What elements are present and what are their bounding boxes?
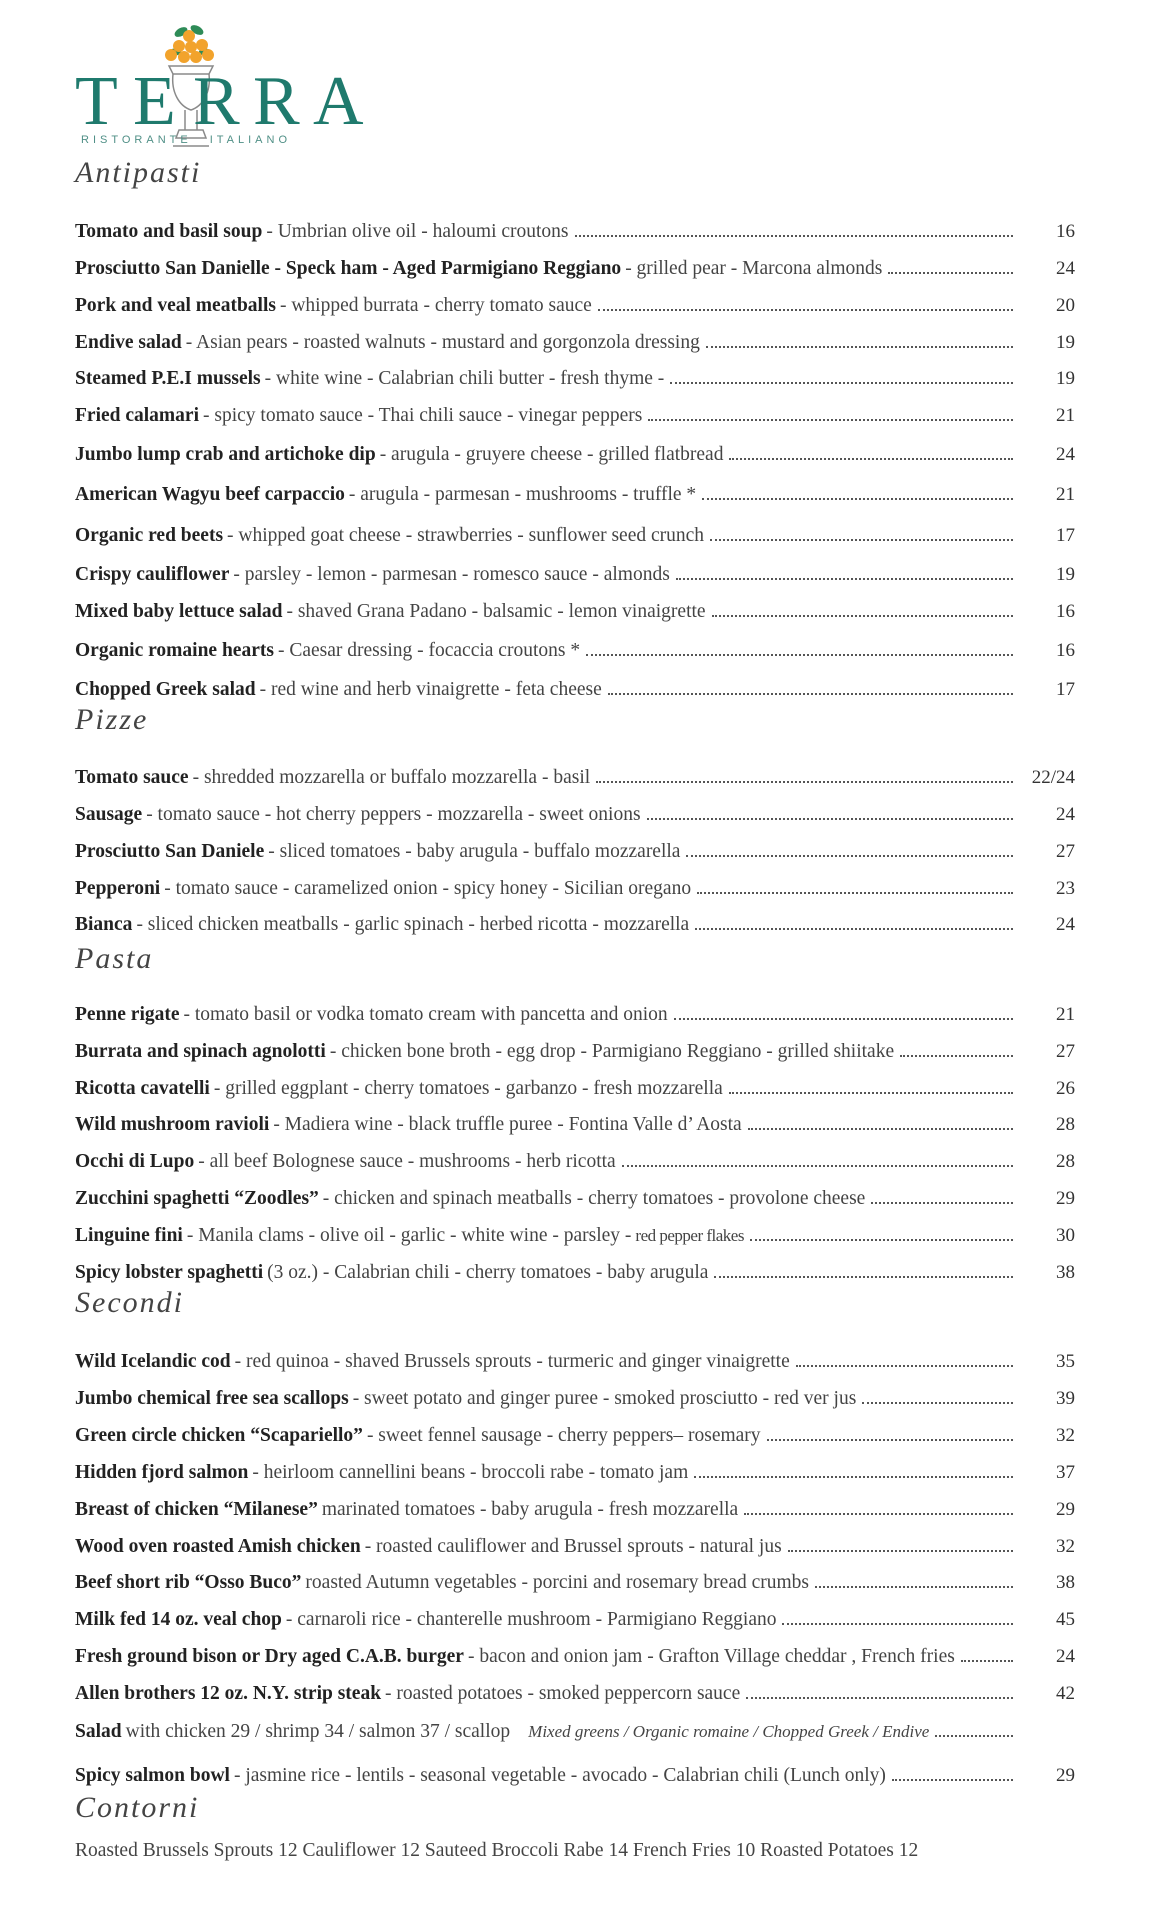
menu-item-row [75, 1000, 1075, 1030]
menu-item-name: Endive salad [75, 332, 182, 353]
menu-item-name: Occhi di Lupo [75, 1151, 195, 1172]
menu-item-description: - spicy tomato sauce - Thai chili sauce - vinegar peppers [203, 405, 643, 426]
menu-item-name: Organic romaine hearts [75, 640, 274, 661]
menu-item-name: Fresh ground bison or Dry aged C.A.B. burger [75, 1646, 464, 1667]
menu-item-description: - all beef Bolognese sauce - mushrooms - herb ricotta [198, 1151, 616, 1172]
menu-item-name: Beef short rib “Osso Buco” [75, 1572, 302, 1593]
menu-item-name: Fried calamari [75, 405, 199, 426]
dotted-leader [710, 539, 1013, 541]
menu-item-row [75, 364, 1075, 394]
menu-item-price: 23 [1056, 878, 1075, 899]
menu-item-line [75, 1151, 1021, 1173]
menu-item-price: 42 [1056, 1683, 1075, 1704]
menu-item-description: - chicken bone broth - egg drop - Parmigiano Reggiano - grilled shiitake [329, 1041, 895, 1062]
menu-item-price: 45 [1056, 1609, 1075, 1630]
menu-item-price: 29 [1056, 1188, 1075, 1209]
dotted-leader [900, 1055, 1013, 1057]
dotted-leader [729, 458, 1013, 460]
menu-item-line [75, 564, 1021, 586]
menu-item-line [75, 1462, 1021, 1484]
dotted-leader [575, 235, 1013, 237]
dotted-leader [729, 1092, 1013, 1094]
menu-item-row [75, 1110, 1075, 1140]
menu-item-row [75, 521, 1075, 551]
dotted-leader [694, 1476, 1013, 1478]
menu-item-row [75, 675, 1075, 705]
menu-item-line [75, 804, 1021, 826]
menu-item-name: Prosciutto San Danielle - Speck ham - Aged Parmigiano Reggiano [75, 258, 622, 279]
menu-item-price: 38 [1056, 1572, 1075, 1593]
logo-sub-right: ITALIANO [209, 134, 292, 146]
menu-item-description: - shaved Grana Padano - balsamic - lemon vinaigrette [286, 601, 706, 622]
dotted-leader [676, 578, 1013, 580]
dotted-leader [788, 1550, 1013, 1552]
menu-item-price: 24 [1056, 914, 1075, 935]
menu-item-name: Jumbo lump crab and artichoke dip [75, 444, 376, 465]
menu-item-price: 35 [1056, 1351, 1075, 1372]
dotted-leader [647, 818, 1013, 820]
menu-item-price: 29 [1056, 1765, 1075, 1786]
menu-item-row [75, 636, 1075, 666]
menu-item-description: (3 oz.) - Calabrian chili - cherry tomatoes - baby arugula [267, 1262, 709, 1283]
menu-item-line [75, 1683, 1021, 1705]
menu-item-price: 24 [1056, 258, 1075, 279]
menu-item-line [75, 295, 1021, 317]
dotted-leader [706, 346, 1013, 348]
menu-item-row [75, 1568, 1075, 1598]
menu-item-row [75, 910, 1075, 940]
menu-item-row [75, 254, 1075, 284]
menu-item-row [75, 401, 1075, 431]
dotted-leader [815, 1586, 1013, 1588]
menu-item-price: 27 [1056, 1041, 1075, 1062]
menu-item-line [75, 405, 1021, 427]
menu-item-line [75, 1388, 1021, 1410]
terra-logo [75, 22, 375, 162]
contorni-list: Roasted Brussels Sprouts 12 Cauliflower 12 Sauteed Broccoli Rabe 14 French Fries 10 Roasted Potatoes 12 [75, 1840, 919, 1861]
menu-item-name: Wild mushroom ravioli [75, 1114, 270, 1135]
menu-item-description: - Manila clams - olive oil - garlic - white wine - parsley - [186, 1225, 632, 1246]
menu-item-price: 21 [1056, 1004, 1075, 1025]
menu-item-description: - red wine and herb vinaigrette - feta cheese [259, 679, 602, 700]
menu-item-row [75, 874, 1075, 904]
dotted-leader [892, 1779, 1013, 1781]
menu-item-line [75, 1041, 1021, 1063]
menu-item-price: 17 [1056, 679, 1075, 700]
menu-item-price: 20 [1056, 295, 1075, 316]
menu-item-price: 19 [1056, 564, 1075, 585]
menu-item-price: 16 [1056, 640, 1075, 661]
menu-item-name: Tomato and basil soup [75, 221, 263, 242]
menu-item-row [75, 1761, 1075, 1791]
menu-item-line [75, 1572, 1021, 1594]
menu-item-description: marinated tomatoes - baby arugula - fresh mozzarella [321, 1499, 739, 1520]
menu-item-name: Tomato sauce [75, 767, 189, 788]
menu-item-name: Wild Icelandic cod [75, 1351, 231, 1372]
menu-item-description: - sweet potato and ginger puree - smoked prosciutto - red ver jus [352, 1388, 857, 1409]
dotted-leader [608, 693, 1013, 695]
menu-item-description: - sliced chicken meatballs - garlic spinach - herbed ricotta - mozzarella [136, 914, 690, 935]
menu-item-price: 22/24 [1031, 767, 1075, 788]
menu-item-name: Prosciutto San Daniele [75, 841, 265, 862]
menu-item-name: Jumbo chemical free sea scallops [75, 1388, 349, 1409]
menu-item-description: - Caesar dressing - focaccia croutons * [277, 640, 581, 661]
menu-item-name: Allen brothers 12 oz. N.Y. strip steak [75, 1683, 382, 1704]
menu-item-name: Zucchini spaghetti “Zoodles” [75, 1188, 319, 1209]
menu-item-price: 26 [1056, 1078, 1075, 1099]
dotted-leader [744, 1513, 1013, 1515]
menu-item-description: - grilled pear - Marcona almonds [625, 258, 883, 279]
menu-item-price: 21 [1056, 405, 1075, 426]
logo-subtitle [81, 134, 381, 146]
menu-item-description: - whipped goat cheese - strawberries - sunflower seed crunch [227, 525, 705, 546]
menu-item-price: 24 [1056, 1646, 1075, 1667]
menu-item-name: Chopped Greek salad [75, 679, 256, 700]
menu-item-description: - sliced tomatoes - baby arugula - buffalo mozzarella [268, 841, 681, 862]
menu-item-description: - grilled eggplant - cherry tomatoes - garbanzo - fresh mozzarella [213, 1078, 723, 1099]
menu-item-name: Hidden fjord salmon [75, 1462, 249, 1483]
menu-item-row [75, 328, 1075, 358]
menu-item-name: Bianca [75, 914, 133, 935]
menu-item-description: - arugula - gruyere cheese - grilled flatbread [379, 444, 724, 465]
dotted-leader [750, 1239, 1013, 1241]
menu-item-line [75, 1609, 1021, 1631]
menu-item-description: - shredded mozzarella or buffalo mozzarella - basil [192, 767, 591, 788]
menu-item-description: - carnaroli rice - chanterelle mushroom - Parmigiano Reggiano [285, 1609, 777, 1630]
menu-item-description: - sweet fennel sausage - cherry peppers– rosemary [366, 1425, 761, 1446]
menu-item-line [75, 1425, 1021, 1447]
menu-item-price: 16 [1056, 601, 1075, 622]
menu-item-name: Linguine fini [75, 1225, 183, 1246]
menu-item-row [75, 1642, 1075, 1672]
menu-item-line [75, 221, 1021, 243]
menu-item-row [75, 1717, 1075, 1747]
section-title-pasta: Pasta [75, 942, 154, 975]
menu-item-name: Green circle chicken “Scapariello” [75, 1425, 363, 1446]
menu-item-price: 32 [1056, 1425, 1075, 1446]
dotted-leader [598, 309, 1013, 311]
section-title-antipasti: Antipasti [75, 156, 202, 189]
menu-item-name: Organic red beets [75, 525, 224, 546]
menu-item-line [75, 1188, 1021, 1210]
menu-item-price: 16 [1056, 221, 1075, 242]
menu-item-row [75, 837, 1075, 867]
menu-item-price: 21 [1056, 484, 1075, 505]
menu-item-price: 30 [1056, 1225, 1075, 1246]
menu-item-line [75, 914, 1021, 936]
dotted-leader [622, 1165, 1013, 1167]
menu-item-price: 24 [1056, 444, 1075, 465]
dotted-leader [935, 1735, 1013, 1737]
menu-item-row [75, 291, 1075, 321]
menu-item-row [75, 800, 1075, 830]
menu-item-line [75, 878, 1021, 900]
menu-item-name: Pork and veal meatballs [75, 295, 276, 316]
menu-item-description: - Asian pears - roasted walnuts - mustard and gorgonzola dressing [185, 332, 700, 353]
menu-item-description: - Madiera wine - black truffle puree - Fontina Valle d’ Aosta [273, 1114, 742, 1135]
logo-letter: E [133, 63, 176, 140]
menu-item-line [75, 1351, 1021, 1373]
menu-item-line [75, 332, 1021, 354]
menu-item-name: Salad [75, 1721, 122, 1742]
menu-item-row [75, 1532, 1075, 1562]
menu-item-description: - jasmine rice - lentils - seasonal vegetable - avocado - Calabrian chili (Lunch only) [233, 1765, 886, 1786]
menu-item-line [75, 1536, 1021, 1558]
dotted-leader [648, 419, 1013, 421]
dotted-leader [674, 1018, 1013, 1020]
logo-letter: R [253, 63, 300, 140]
section-title-pizze: Pizze [75, 703, 149, 736]
logo-letter: T [75, 63, 118, 140]
menu-item-price: 32 [1056, 1536, 1075, 1557]
menu-item-line [75, 601, 1021, 623]
menu-item-description: - whipped burrata - cherry tomato sauce [279, 295, 592, 316]
dotted-leader [746, 1697, 1013, 1699]
menu-item-line [75, 640, 1021, 662]
menu-item-name: Pepperoni [75, 878, 161, 899]
menu-item-description: - Umbrian olive oil - haloumi croutons [266, 221, 569, 242]
menu-item-name: Sausage [75, 804, 143, 825]
menu-item-row [75, 1495, 1075, 1525]
menu-item-price: 27 [1056, 841, 1075, 862]
dotted-leader [767, 1439, 1013, 1441]
menu-item-name: Ricotta cavatelli [75, 1078, 210, 1099]
menu-item-description: - white wine - Calabrian chili butter - fresh thyme - [264, 368, 665, 389]
menu-item-row [75, 1458, 1075, 1488]
menu-item-line [75, 841, 1021, 863]
menu-item-price: 19 [1056, 368, 1075, 389]
menu-item-description: roasted Autumn vegetables - porcini and rosemary bread crumbs [305, 1572, 810, 1593]
menu-item-price: 28 [1056, 1151, 1075, 1172]
menu-item-description: - parsley - lemon - parmesan - romesco sauce - almonds [233, 564, 670, 585]
menu-item-line [75, 484, 1021, 506]
menu-item-description: - roasted cauliflower and Brussel sprouts - natural jus [364, 1536, 782, 1557]
menu-item-name: Penne rigate [75, 1004, 180, 1025]
menu-item-row [75, 1184, 1075, 1214]
menu-item-row [75, 1037, 1075, 1067]
menu-item-line [75, 1004, 1021, 1026]
menu-item-name: Steamed P.E.I mussels [75, 368, 261, 389]
menu-item-line [75, 258, 1021, 280]
menu-item-name: Spicy lobster spaghetti [75, 1262, 264, 1283]
menu-item-line [75, 1078, 1021, 1100]
menu-item-name: Spicy salmon bowl [75, 1765, 230, 1786]
dotted-leader [888, 272, 1013, 274]
dotted-leader [862, 1402, 1013, 1404]
menu-item-line [75, 1721, 1021, 1743]
menu-item-description: - tomato sauce - hot cherry peppers - mozzarella - sweet onions [146, 804, 641, 825]
menu-item-price: 39 [1056, 1388, 1075, 1409]
menu-item-line [75, 525, 1021, 547]
menu-item-name: American Wagyu beef carpaccio [75, 484, 345, 505]
menu-item-row [75, 1605, 1075, 1635]
menu-item-price: 28 [1056, 1114, 1075, 1135]
menu-item-row [75, 480, 1075, 510]
menu-item-price: 24 [1056, 804, 1075, 825]
menu-item-description: - red quinoa - shaved Brussels sprouts - turmeric and ginger vinaigrette [234, 1351, 790, 1372]
logo-sub-left: RISTORANTE [81, 134, 192, 146]
menu-item-description: with chicken 29 / shrimp 34 / salmon 37 / scallop [125, 1721, 511, 1742]
menu-item-name: Burrata and spinach agnolotti [75, 1041, 326, 1062]
menu-item-description: - tomato basil or vodka tomato cream with pancetta and onion [183, 1004, 668, 1025]
menu-item-description: - tomato sauce - caramelized onion - spicy honey - Sicilian oregano [164, 878, 692, 899]
menu-item-line [75, 1225, 1021, 1247]
menu-item-description: - heirloom cannellini beans - broccoli rabe - tomato jam [252, 1462, 689, 1483]
menu-item-description: - arugula - parmesan - mushrooms - truffle * [348, 484, 697, 505]
menu-item-row [75, 1074, 1075, 1104]
menu-item-row [75, 560, 1075, 590]
menu-item-description: - chicken and spinach meatballs - cherry tomatoes - provolone cheese [322, 1188, 866, 1209]
menu-item-price: 17 [1056, 525, 1075, 546]
menu-item-note: Mixed greens / Organic romaine / Chopped Greek / Endive [528, 1722, 930, 1741]
menu-item-description-extra: red pepper flakes [635, 1226, 744, 1245]
menu-item-name: Mixed baby lettuce salad [75, 601, 283, 622]
menu-item-row [75, 1384, 1075, 1414]
dotted-leader [712, 615, 1013, 617]
menu-item-line [75, 444, 1021, 466]
menu-item-row [75, 1347, 1075, 1377]
dotted-leader [714, 1276, 1013, 1278]
menu-item-row [75, 1221, 1075, 1251]
menu-item-line [75, 1499, 1021, 1521]
menu-item-row [75, 597, 1075, 627]
section-title-contorni: Contorni [75, 1791, 200, 1824]
menu-item-price: 29 [1056, 1499, 1075, 1520]
menu-item-line [75, 1765, 1021, 1787]
dotted-leader [702, 498, 1013, 500]
dotted-leader [670, 382, 1013, 384]
menu-item-row [75, 1147, 1075, 1177]
dotted-leader [586, 654, 1013, 656]
menu-item-line [75, 1646, 1021, 1668]
dotted-leader [871, 1202, 1013, 1204]
menu-item-price: 19 [1056, 332, 1075, 353]
dotted-leader [697, 892, 1013, 894]
dotted-leader [596, 781, 1013, 783]
dotted-leader [748, 1128, 1013, 1130]
menu-item-row [75, 1679, 1075, 1709]
logo-letter: R [193, 63, 240, 140]
dotted-leader [782, 1623, 1013, 1625]
menu-item-row [75, 1421, 1075, 1451]
menu-item-row [75, 217, 1075, 247]
menu-item-row [75, 763, 1075, 793]
menu-item-name: Milk fed 14 oz. veal chop [75, 1609, 282, 1630]
menu-item-line [75, 1262, 1021, 1284]
dotted-leader [695, 928, 1013, 930]
menu-item-row [75, 440, 1075, 470]
menu-item-name: Crispy cauliflower [75, 564, 230, 585]
menu-item-line [75, 1114, 1021, 1136]
dotted-leader [796, 1365, 1013, 1367]
menu-item-name: Wood oven roasted Amish chicken [75, 1536, 361, 1557]
menu-item-description: - roasted potatoes - smoked peppercorn sauce [385, 1683, 741, 1704]
menu-item-name: Breast of chicken “Milanese” [75, 1499, 318, 1520]
menu-item-price: 37 [1056, 1462, 1075, 1483]
menu-item-line [75, 767, 1021, 789]
menu-item-price: 38 [1056, 1262, 1075, 1283]
menu-item-line [75, 368, 1021, 390]
menu-item-line [75, 679, 1021, 701]
menu-item-description: - bacon and onion jam - Grafton Village cheddar , French fries [467, 1646, 955, 1667]
dotted-leader [961, 1660, 1013, 1662]
logo-letter: A [313, 63, 364, 140]
menu-item-row [75, 1258, 1075, 1288]
section-title-secondi: Secondi [75, 1286, 184, 1319]
dotted-leader [686, 855, 1013, 857]
